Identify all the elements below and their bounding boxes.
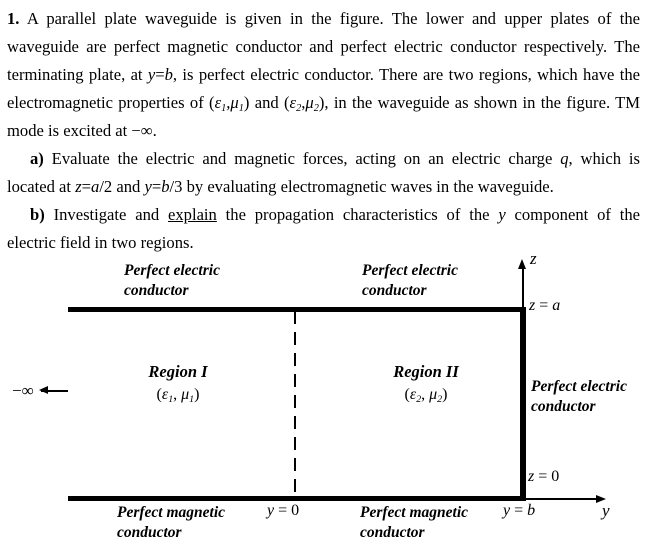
pmc-label-line2: conductor [117,524,182,541]
terminating-plate-line [520,307,526,500]
pec-label-line1: Perfect electric [124,262,220,279]
z-axis-line [522,269,524,307]
text-line-part-a: a) Evaluate the electric and magnetic forces, acting on an electric charge q, which is [30,149,640,168]
region-boundary-dashed-line [294,311,296,496]
region-2-block [378,361,474,412]
text-line-part-b: b) Investigate and explain the propagation characteristics of the y component of the [30,205,640,224]
pmc-label-line2: conductor [360,524,425,541]
z-equals-a-label: z = a [529,297,561,314]
z-axis-label: z [530,249,537,268]
pmc-label-line1: Perfect magnetic [360,504,469,521]
pec-label-line1: Perfect electric [362,262,458,279]
minus-infinity-annotation [12,381,68,401]
region-1-block [130,361,226,412]
bottom-plate-line [68,496,526,501]
y-equals-b-label: y = b [503,502,536,519]
problem-statement [7,5,640,257]
pec-label-top-mid [362,261,458,301]
left-arrow-icon [41,390,68,392]
pmc-label-left [117,503,225,543]
pec-label-top-left [124,261,220,301]
pec-label-right [531,377,627,417]
y-axis-label: y [602,501,610,520]
text-line: located at z=a/2 and y=b/3 by evaluating electromagnetic waves in the waveguide. [7,177,554,196]
pmc-label-mid [360,503,468,543]
text-line: 1. A parallel plate waveguide is given in the figure. The lower and upper plates of the [7,9,640,28]
pec-label-line1: Perfect electric [531,378,627,395]
pec-label-line2: conductor [362,282,427,299]
region-1-params: ($\varepsilon_1$, $\mu_1$) [156,386,200,405]
z-axis-arrowhead-icon [518,259,526,269]
z-equals-0-label: z = 0 [528,468,560,485]
pec-label-line2: conductor [124,282,189,299]
y-equals-0-label: y = 0 [267,502,300,519]
text-line: terminating plate, at y=b, is perfect electric conductor. There are two regions, which have the [7,65,640,84]
pmc-label-line1: Perfect magnetic [117,504,226,521]
text-line: electromagnetic properties of $(\varepsilon_1,\mu_1)$ and $(\varepsilon_2,\mu_2)$, in the waveguide as shown in the figure. TM [7,93,640,114]
pec-label-line2: conductor [531,398,596,415]
top-plate-line [68,307,526,312]
region-2-title: Region II [393,362,459,381]
text-line: waveguide are perfect magnetic conductor and perfect electric conductor respectively. The [7,37,640,56]
text-line: electric field in two regions. [7,233,194,252]
region-2-params: ($\varepsilon_2$, $\mu_2$) [404,386,448,405]
region-1-title: Region I [148,362,208,381]
y-axis-line [526,498,598,500]
text-line: mode is excited at −∞. [7,121,157,140]
minus-infinity-label: −∞ [12,381,34,400]
